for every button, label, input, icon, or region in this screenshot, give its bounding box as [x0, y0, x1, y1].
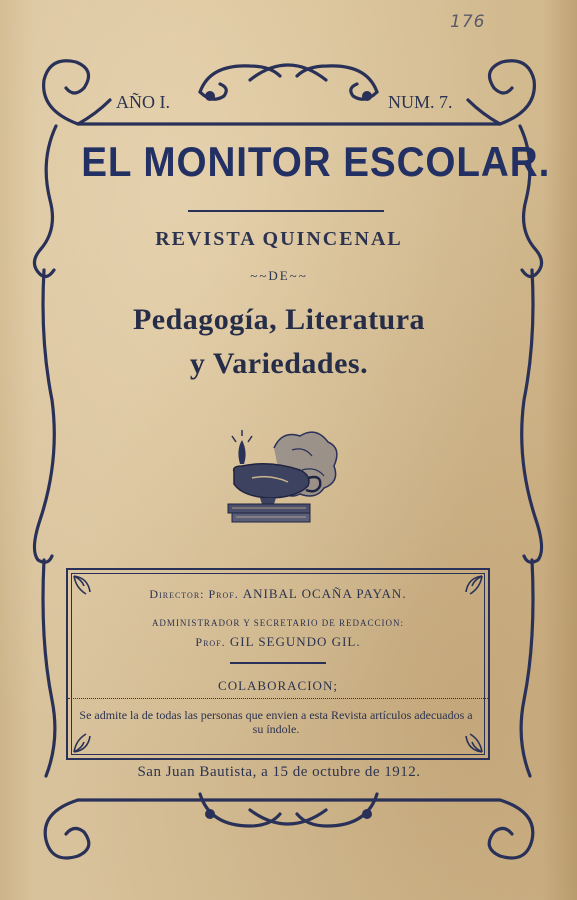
oil-lamp-of-knowledge-icon	[212, 420, 342, 530]
admin-line: Prof. GIL SEGUNDO GIL.	[195, 634, 361, 649]
issue-number: NUM. 7.	[388, 92, 453, 112]
staff-box	[66, 568, 490, 760]
year-label: AÑO I.	[116, 92, 170, 112]
colaboracion-text: Se admite la de todas las personas que envien a esta Revista artículos adecuados a su índole.	[79, 708, 473, 736]
admin-label: ADMINISTRADOR Y SECRETARIO DE REDACCION:	[151, 618, 405, 628]
handwritten-page-number: 176	[450, 12, 486, 32]
topics-line-1: Pedagogía, Literatura	[132, 303, 426, 336]
box-divider	[230, 662, 326, 664]
director-line: Director: Prof. ANIBAL OCAÑA PAYAN.	[149, 586, 407, 601]
director-name: ANIBAL OCAÑA PAYAN.	[242, 586, 407, 601]
colaboracion-heading: COLABORACION;	[218, 678, 338, 693]
topics-line-2: y Variedades.	[189, 347, 369, 380]
dotted-divider	[68, 698, 488, 699]
title-divider	[188, 210, 384, 212]
magazine-title: EL MONITOR ESCOLAR.	[81, 138, 551, 185]
place-and-date: San Juan Bautista, a 15 de octubre de 1912.	[137, 764, 421, 780]
admin-name: GIL SEGUNDO GIL.	[229, 634, 361, 649]
de-connector: ~~DE~~	[250, 268, 308, 283]
magazine-subtitle: REVISTA QUINCENAL	[155, 228, 403, 250]
